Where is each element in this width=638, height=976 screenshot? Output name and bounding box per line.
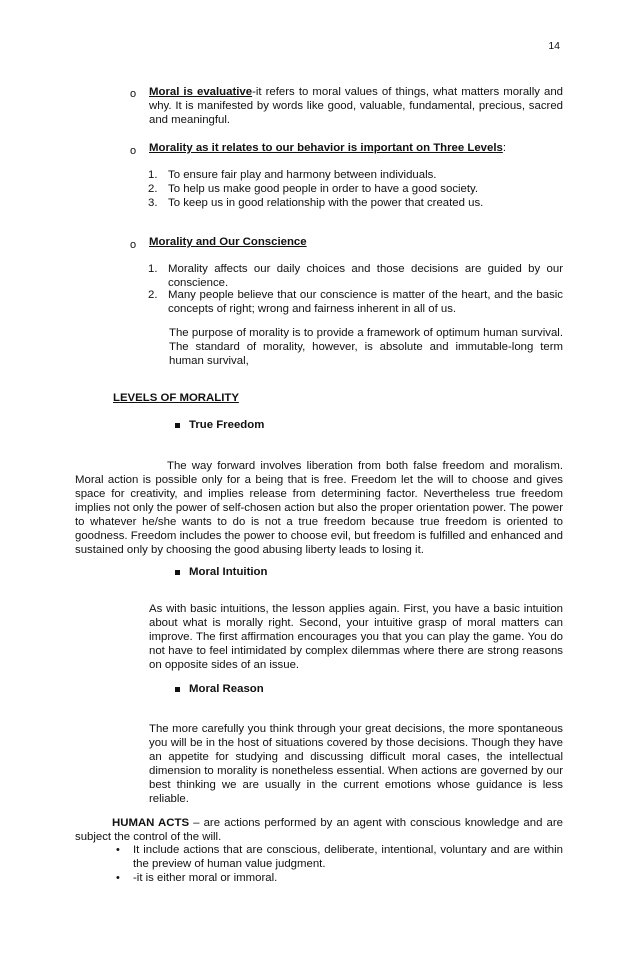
- conscience-item-1: [148, 262, 563, 290]
- moral-evaluative-term: Moral is evaluative: [149, 86, 253, 98]
- true-freedom-paragraph: The way forward involves liberation from both false freedom and moralism. Moral action is possible only for a being that is free. Freedom let the will to choose and gives space for creativity, and implies release from determining factor. Nevertheless true freedom implies not only the power of self-chosen action but also the proper orientation power. The power to whatever he/she wants to do is not a true freedom because true freedom is oriented to goodness. Freedom includes the power to choose evil, but freedom is fulfilled and enhanced and sustained only by choosing the good abusing liberty leads to losing it.: [75, 460, 563, 556]
- list-number: 1.: [148, 169, 158, 181]
- moral-evaluative-paragraph: [149, 85, 563, 127]
- list-number: 2.: [148, 289, 158, 301]
- bullet-icon: •: [116, 872, 120, 884]
- level-item-text: To keep us in good relationship with the power that created us.: [168, 197, 484, 209]
- true-freedom-heading: True Freedom: [189, 419, 265, 431]
- human-acts-bullet-1: It include actions that are conscious, deliberate, intentional, voluntary and are within the preview of human value judgment.: [133, 844, 563, 870]
- square-bullet-icon: [175, 687, 180, 692]
- list-number: 1.: [148, 263, 158, 275]
- moral-evaluative-text: -it refers to moral values of things, what matters morally and why. It is manifested by words like good, valuable, fundamental, precious, sacred and meaningful.: [149, 86, 563, 126]
- three-levels-suffix: :: [502, 142, 507, 154]
- list-number: 3.: [148, 197, 158, 209]
- three-levels-term: Morality as it relates to our behavior is important on Three Levels: [149, 142, 503, 154]
- circle-bullet-icon: o: [130, 239, 137, 251]
- level-item-1: [148, 168, 563, 182]
- level-item-2: [148, 182, 563, 196]
- page-number: 14: [548, 40, 560, 52]
- moral-intuition-paragraph: As with basic intuitions, the lesson applies again. First, you have a basic intuition about what is morally right. Second, your intuitive grasp of moral matters can improve. The first affirmation encourages you that you can play the game. You do not have to feel intimidated by complex dilemmas where there are strong reasons on opposite sides of an issue.: [149, 603, 563, 671]
- level-item-3: [148, 196, 563, 210]
- moral-reason-heading: Moral Reason: [189, 683, 264, 695]
- moral-intuition-heading: Moral Intuition: [189, 566, 268, 578]
- human-acts-paragraph: [75, 816, 563, 844]
- circle-bullet-icon: o: [130, 88, 137, 100]
- list-number: 2.: [148, 183, 158, 195]
- conscience-item-text: Morality affects our daily choices and those decisions are guided by our conscience.: [168, 263, 563, 289]
- conscience-item-2: [148, 288, 563, 316]
- circle-bullet-icon: o: [130, 145, 137, 157]
- human-acts-definition: – are actions performed by an agent with conscious knowledge and are subject the control of the will.: [75, 817, 563, 843]
- conscience-heading: Morality and Our Conscience: [149, 236, 307, 248]
- bullet-icon: •: [116, 844, 120, 856]
- purpose-paragraph: The purpose of morality is to provide a framework of optimum human survival. The standard of morality, however, is absolute and immutable-long term human survival,: [169, 327, 563, 367]
- levels-of-morality-heading: LEVELS OF MORALITY: [113, 392, 239, 404]
- square-bullet-icon: [175, 570, 180, 575]
- human-acts-term: HUMAN ACTS: [112, 817, 190, 829]
- three-levels-heading: [149, 141, 563, 155]
- level-item-text: To help us make good people in order to have a good society.: [168, 183, 479, 195]
- square-bullet-icon: [175, 423, 180, 428]
- moral-reason-paragraph: The more carefully you think through your great decisions, the more spontaneous you will be in the host of situations covered by those decisions. Though they have an appetite for studying and discussing difficult moral cases, the intellectual dimension to morality is nonetheless essential. When actions are governed by our best thinking we are usually in the current emotions whose guidance is less reliable.: [149, 723, 563, 805]
- human-acts-bullet-2: -it is either moral or immoral.: [133, 872, 278, 884]
- conscience-item-text: Many people believe that our conscience is matter of the heart, and the basic concepts of right; wrong and fairness inherent in all of us.: [168, 289, 563, 315]
- level-item-text: To ensure fair play and harmony between individuals.: [168, 169, 437, 181]
